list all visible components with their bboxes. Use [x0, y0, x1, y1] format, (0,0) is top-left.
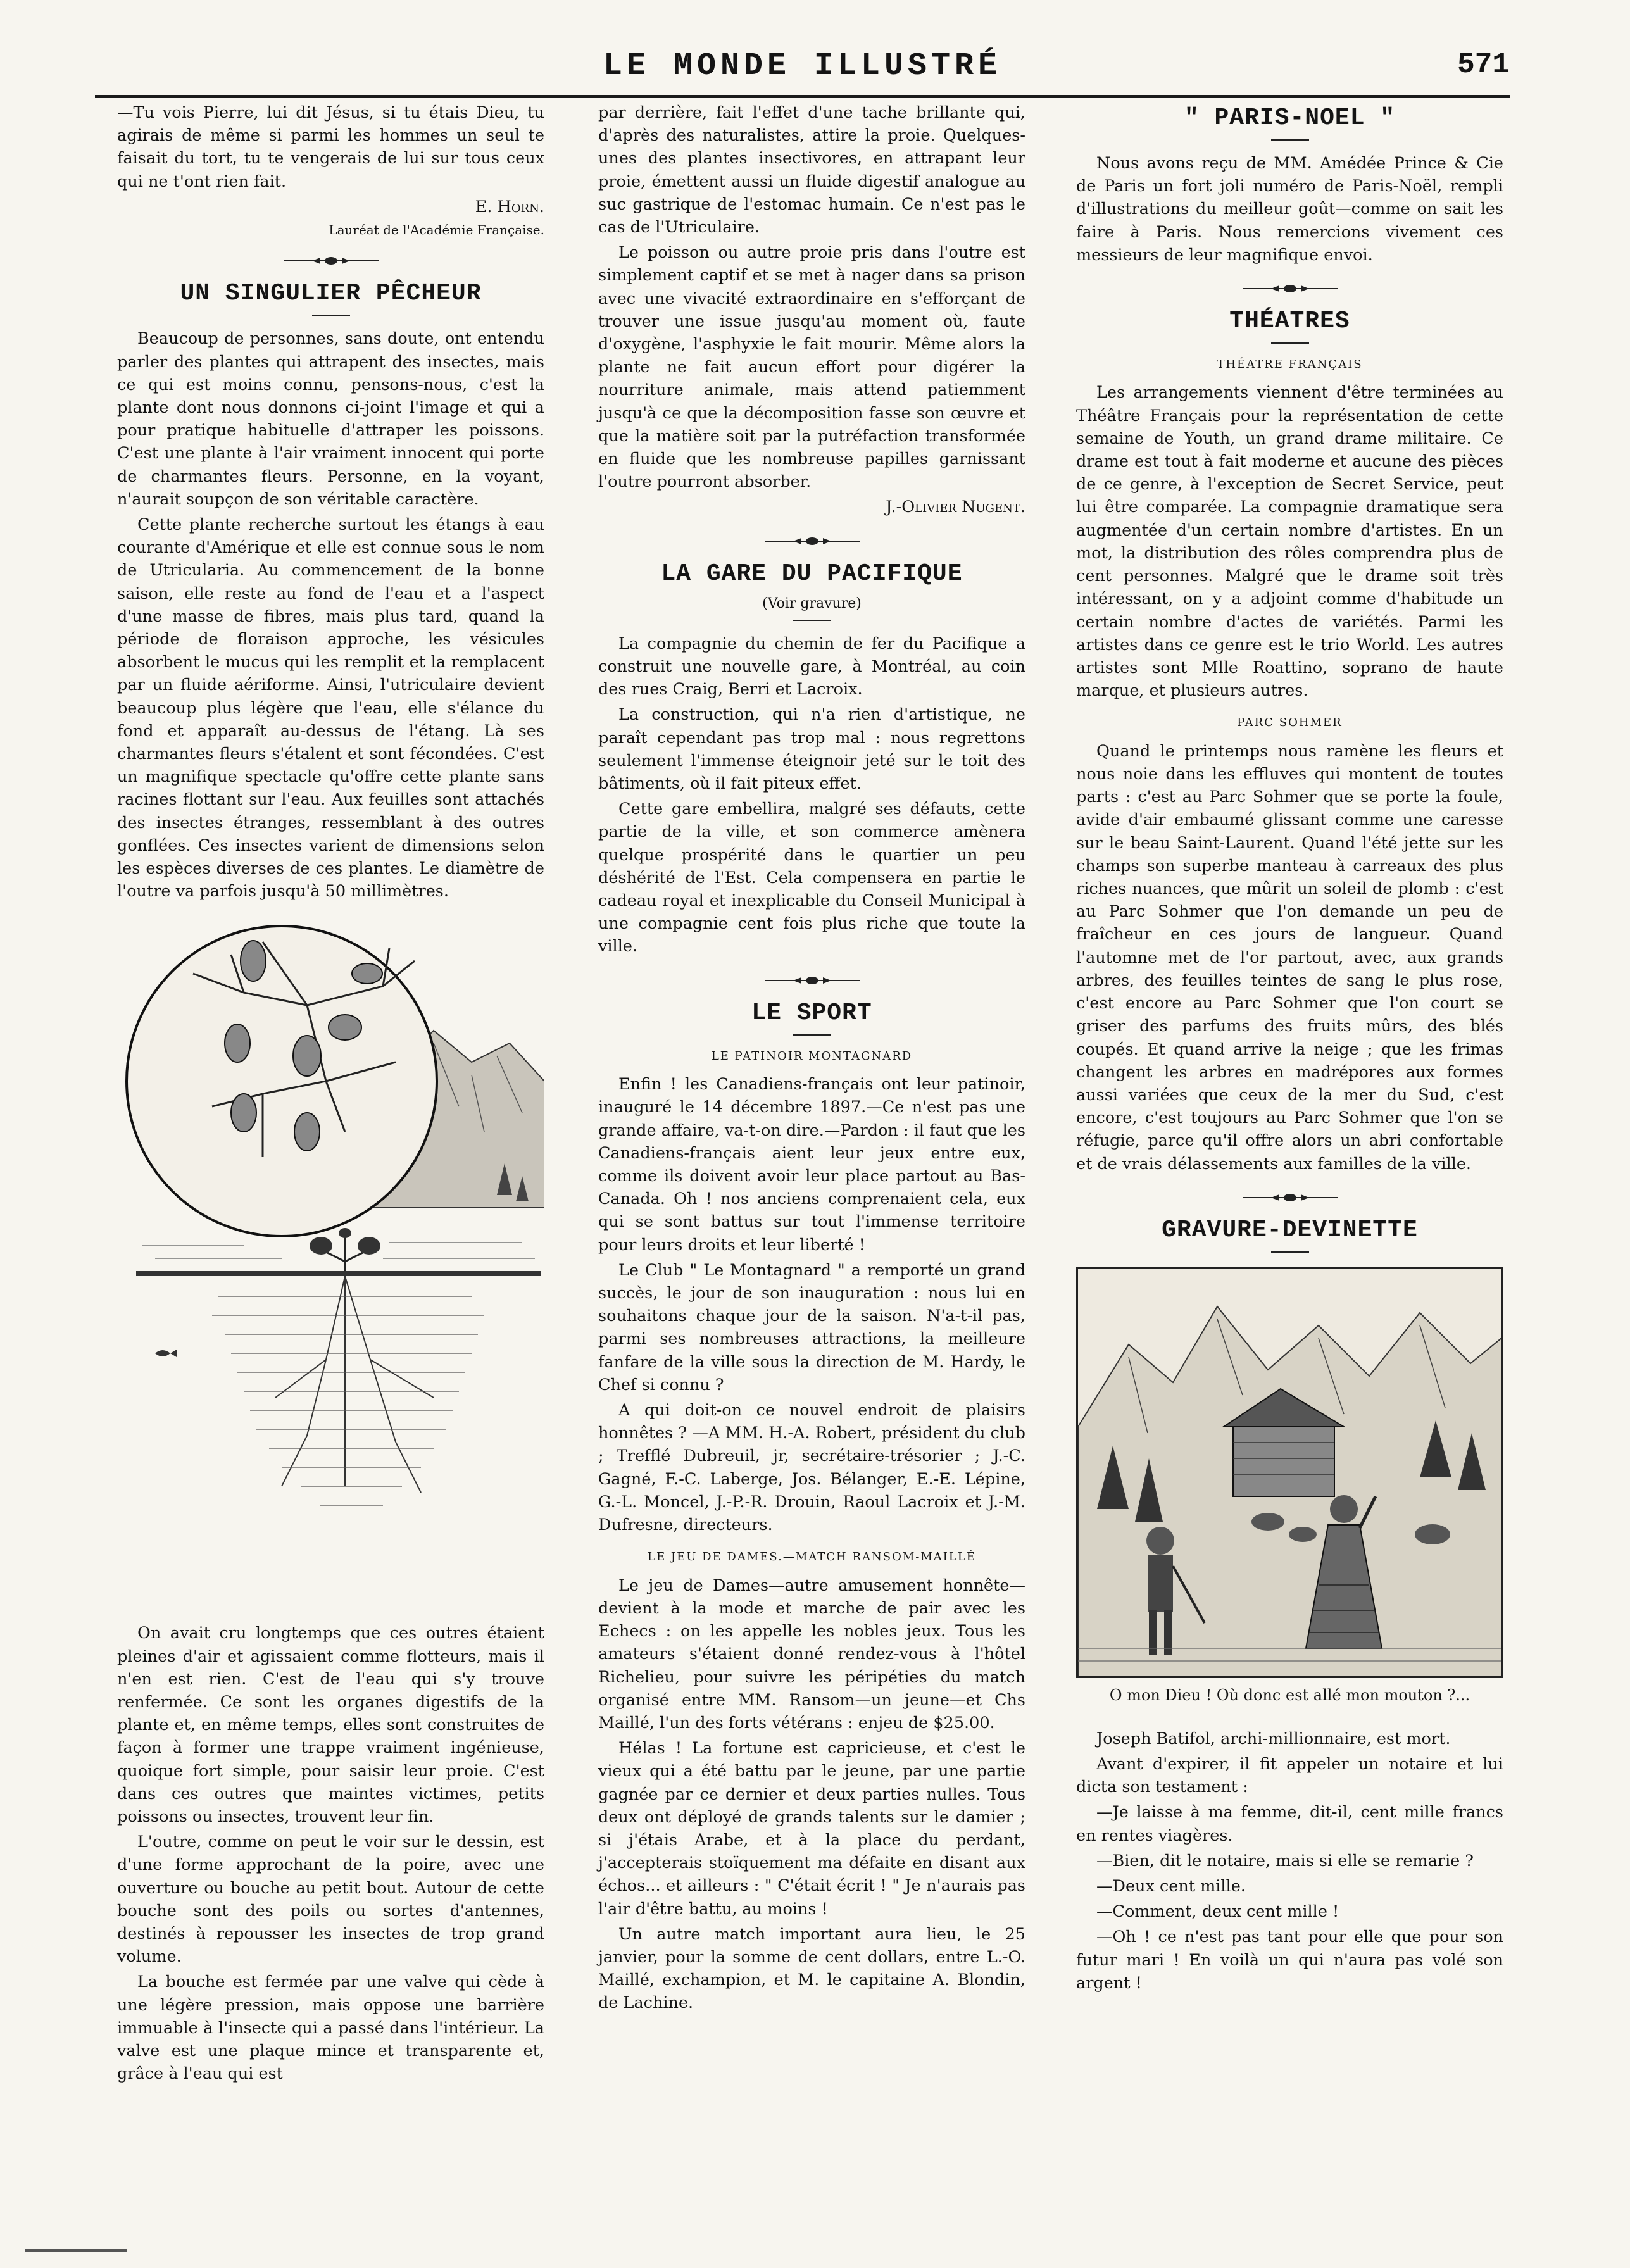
paragraph: Enfin ! les Canadiens-français ont leur patinoir, inauguré le 14 décembre 1897.—Ce n'est pas une grande affaire, va-t-on dire.—Pardon : il faut que les Canadiens-français aient leur jeux entre eux, comme ils doivent avoir leur place partout au Bas-Canada. Oh ! nos anciens comprenaient cela, eux qui se sont battus sur tout l'immense territoire pour leurs droits et leur liberté ! — [598, 1075, 1025, 1255]
paragraph: Les arrangements viennent d'être terminées au Théâtre Français pour la représentation de cette semaine de Youth, un grand drame militaire. Ce drame est tout à fait moderne et aucune des pièces de ce genre, à l'exception de Secret Service, peut lui être comparée. La compagnie dramatique sera augmentée d'un certain nombre d'artistes. En un mot, la distribution des rôles comprendra plus de cent personnes. Malgré que le drame soit très intéressant, on y a adjoint comme d'habitude un certain nombre d'actes de variétés. Parmi les artistes dans ce genre est le trio World. Les autres artistes sont Mlle Roattino, soprano de haute marque, et plusieurs autres. — [1076, 383, 1503, 701]
column-3 — [1076, 101, 1503, 1997]
section-subheading: PARC SOHMER — [1237, 716, 1343, 730]
paragraph: La construction, qui n'a rien d'artistique, ne paraît cependant pas trop mal : nous regrettons seulement l'immense éteignoir jeté sur le toit des bâtiments, où il fait piteux effet. — [598, 705, 1025, 794]
page-number: 571 — [1457, 48, 1510, 81]
paragraph: Le poisson ou autre proie pris dans l'outre est simplement captif et se met à nager dans sa prison avec une vivacité extraordinaire en s'efforçant de trouver une issue jusqu'au moment où, faute d'oxygène, l'asphyxie le fait mourir. Même alors la plante ne fait aucun effort pour digérer la nourriture animale, mais attend patiemment jusqu'à ce que la décomposition fasse son œuvre et que la matière soit par la putréfaction transformée en fluide que les nombreuse papilles garnissant l'outre pourront absorber. — [598, 243, 1025, 492]
paragraph: Avant d'expirer, il fit appeler un notaire et lui dicta son testament : — [1076, 1754, 1503, 1797]
paragraph: —Oh ! ce n'est pas tant pour elle que pour son futur mari ! En voilà un qui n'aura pas volé son argent ! — [1076, 1927, 1503, 1993]
engraving-caption: O mon Dieu ! Où donc est allé mon mouton ?... — [1109, 1686, 1470, 1704]
paragraph: La bouche est fermée par une valve qui cède à une légère pression, mais oppose une barrière immuable à l'insecte qui a passé dans l'intérieur. La valve est une plaque mince et transparente et, grâce à l'eau qui est — [117, 1972, 544, 2084]
paragraph: On avait cru longtemps que ces outres étaient pleines d'air et agissaient comme flotteurs, mais il n'en est rien. C'est de l'eau qui s'y trouve renfermée. Ce sont les organes digestifs de la plante et, en même temps, elles sont construites de façon à former une trappe vraiment ingénieuse, quoique fort simple, pour saisir leur proie. C'est dans ces outres que maintes victimes, petits poissons ou insectes, trouvent leur fin. — [117, 1624, 544, 1827]
author-affiliation: Lauréat de l'Académie Française. — [329, 222, 544, 238]
paragraph: Beaucoup de personnes, sans doute, ont entendu parler des plantes qui attrapent des insectes, mais ce qui est moins connu, pensons-nous, c'est la plante dont nous donnons ci-joint l'image et qui a pour pratique habituelle d'attraper les poissons. C'est une plante à l'air vraiment innocent qui porte de charmantes fleurs. Personne, en la voyant, n'aurait soupçon de son véritable caractère. — [117, 329, 544, 509]
paragraph: —Comment, deux cent mille ! — [1096, 1902, 1339, 1922]
paragraph: A qui doit-on ce nouvel endroit de plaisirs honnêtes ? —A MM. H.-A. Robert, président du club ; Trefflé Dubreuil, jr, secrétaire-trésorier ; J.-C. Gagné, F.-C. Laberge, Jos. Bélanger, E.-E. Lépine, G.-L. Moncel, J.-P.-R. Drouin, Raoul Lacroix et J.-M. Dufresne, directeurs. — [598, 1401, 1025, 1535]
heading-rule — [312, 315, 350, 316]
article-heading-sport: LE SPORT — [751, 999, 872, 1027]
ornament-divider — [1076, 1193, 1503, 1202]
paragraph: La compagnie du chemin de fer du Pacifique a construit une nouvelle gare, à Montréal, au coin des rues Craig, Berri et Lacroix. — [598, 634, 1025, 699]
paragraph: par derrière, fait l'effet d'une tache brillante qui, d'après des naturalistes, attire la proie. Quelques-unes des plantes insectivores, en attrapant leur proie, émettent aussi un fluide digestif analogue au suc gastrique de l'estomac humain. Ce n'est pas le cas de l'Utriculaire. — [598, 103, 1025, 237]
intro-paragraph: —Tu vois Pierre, lui dit Jésus, si tu étais Dieu, tu agirais de même si parmi les hommes un seul te faisait du tort, tu te vengerais de lui sur tous ceux qui ne t'ont rien fait. — [117, 103, 544, 191]
newspaper-title: LE MONDE ILLUSTRÉ — [603, 48, 1002, 84]
article-heading-gare: LA GARE DU PACIFIQUE — [661, 560, 963, 587]
paragraph: Joseph Batifol, archi-millionnaire, est mort. — [1096, 1729, 1451, 1748]
paragraph: L'outre, comme on peut le voir sur le dessin, est d'une forme approchant de la poire, avec une ouverture ou bouche au petit bout. Autour de cette bouche sont des poils ou sortes d'antennes, destinés à repousser les insectes de trop grand volume. — [117, 1833, 544, 1967]
article-heading-gravure: GRAVURE-DEVINETTE — [1162, 1216, 1418, 1244]
paragraph: —Je laisse à ma femme, dit-il, cent mille francs en rentes viagères. — [1076, 1803, 1503, 1845]
paragraph: Quand le printemps nous ramène les fleurs et nous noie dans les effluves qui montent de toutes parts : c'est au Parc Sohmer que se porte la foule, avide d'air embaumé glissant comme une caresse sur le beau Saint-Laurent. Quand l'été jette sur les champs son superbe manteau à carreaux des plus riches nuances, que mûrit un soleil de plomb : c'est au Parc Sohmer que l'on demande un peu de fraîcheur en ces jours de langueur. Quand l'automne met de l'or partout, avec, aux grands arbres, des feuilles teintes de sang le plus rose, c'est encore au Parc Sohmer que l'on court se griser des parfums des fruits mûrs, des blés coupés. Et quand arrive la neige ; que les frimas changent les arbres en madrépores aux formes aussi variées que ceux de la mer du Sud, c'est encore, c'est toujours au Parc Sohmer que l'on se réfugie, parce qu'il offre alors un abri confortable et de vrais délassements aux familles de la ville. — [1076, 741, 1503, 1174]
section-subheading: THÉATRE FRANÇAIS — [1217, 357, 1363, 371]
ornament-divider — [598, 537, 1025, 546]
author-signature — [598, 496, 1025, 518]
author-name: E. Horn. — [475, 197, 544, 216]
paragraph: Le jeu de Dames—autre amusement honnête—devient à la mode et marche de pair avec les Echecs : on les appelle les nobles jeux. Tous les amateurs s'étaient donné rendez-vous à l'hôtel Richelieu, pour suivre les péripéties du match organisé entre MM. Ransom—un jeune—et Chs Maillé, l'un des forts vétérans : enjeu de $25.00. — [598, 1576, 1025, 1733]
article-heading-theatres: THÉATRES — [1229, 307, 1350, 335]
ornament-divider — [117, 256, 544, 265]
paragraph: Le Club " Le Montagnard " a remporté un grand succès, le jour de son inauguration : nous lui en souhaitons chaque jour de la saison. N'a-t-il pas, parmi ses nombreuses attractions, la meilleure fanfare de la ville sous la direction de M. Hardy, le Chef si connu ? — [598, 1260, 1025, 1394]
page-corner-mark — [25, 2249, 127, 2252]
utricularia-illustration — [117, 917, 544, 1607]
section-subheading: LE JEU DE DAMES.—MATCH RANSOM-MAILLÉ — [648, 1550, 976, 1564]
column-1 — [117, 101, 544, 2088]
paragraph: Nous avons reçu de MM. Amédée Prince & Cie de Paris un fort joli numéro de Paris-Noël, rempli d'illustrations du meilleur goût—comme on sait les faire à Paris. Nous remercions vivement ces messieurs de leur magnifique envoi. — [1076, 153, 1503, 265]
paragraph: Cette plante recherche surtout les étangs à eau courante d'Amérique et elle est connue sous le nom de Utricularia. Au commencement de la bonne saison, elle reste au fond de l'eau et a l'aspect d'une masse de fibres, mais plus tard, quand la période de floraison approche, les vésicules absorbent le mucus qui les remplit et la remplacent par un fluide aériforme. Ainsi, l'utriculaire devient beaucoup plus légère que l'eau, elle s'élance du fond et apparaît au-dessus de l'étang. Là ses charmantes fleurs s'étalent et sont fécondées. C'est un magnifique spectacle qu'offre cette plante sans racines flottant sur l'eau. Aux feuilles sont attachés des insectes étranges, ressemblant à des outres gonflées. Ces insectes varient de dimensions selon les espèces diverses de ces plantes. Le diamètre de l'outre va parfois jusqu'à 50 millimètres. — [117, 515, 544, 901]
heading-rule — [1271, 342, 1309, 344]
heading-rule — [1271, 139, 1309, 141]
ornament-divider — [1076, 284, 1503, 293]
article-subheading: (Voir gravure) — [762, 595, 862, 611]
paragraph: Un autre match important aura lieu, le 25 janvier, pour la somme de cent dollars, entre L.-O. Maillé, exchampion, et M. le capitaine A. Blondin, de Lachine. — [598, 1924, 1025, 2013]
author-name: J.-Olivier Nugent. — [886, 498, 1025, 517]
column-2 — [598, 101, 1025, 2017]
ornament-divider — [598, 976, 1025, 985]
article-heading-paris-noel: " PARIS-NOEL " — [1184, 104, 1396, 132]
article-heading-pecheur: UN SINGULIER PÊCHEUR — [180, 280, 482, 308]
masthead — [95, 44, 1510, 98]
section-subheading: LE PATINOIR MONTAGNARD — [711, 1049, 913, 1063]
author-signature — [117, 196, 544, 218]
paragraph: Hélas ! La fortune est capricieuse, et c'est le vieux qui a été battu par le jeune, par une partie gagnée par ce dernier et deux parties nulles. Tous deux ont déployé de grands talents sur le damier ; si j'étais Arabe, et à la place du perdant, j'accepterais stoïquement ma défaite en disant aux échos... et ailleurs : " C'était écrit ! " Je n'aurais pas l'air d'être battu, au moins ! — [598, 1739, 1025, 1919]
paragraph: —Bien, dit le notaire, mais si elle se remarie ? — [1096, 1851, 1474, 1870]
heading-rule — [793, 620, 831, 621]
paragraph: —Deux cent mille. — [1096, 1876, 1246, 1896]
heading-rule — [793, 1034, 831, 1036]
puzzle-engraving — [1076, 1267, 1503, 1678]
heading-rule — [1271, 1251, 1309, 1253]
paragraph: Cette gare embellira, malgré ses défauts, cette partie de la ville, et son commerce amènera quelque prospérité dans le quartier un peu déshérité de l'Est. Cela compensera en partie le cadeau royal et inexplicable du Conseil Municipal à une compagnie cent fois plus riche que toute la ville. — [598, 799, 1025, 956]
